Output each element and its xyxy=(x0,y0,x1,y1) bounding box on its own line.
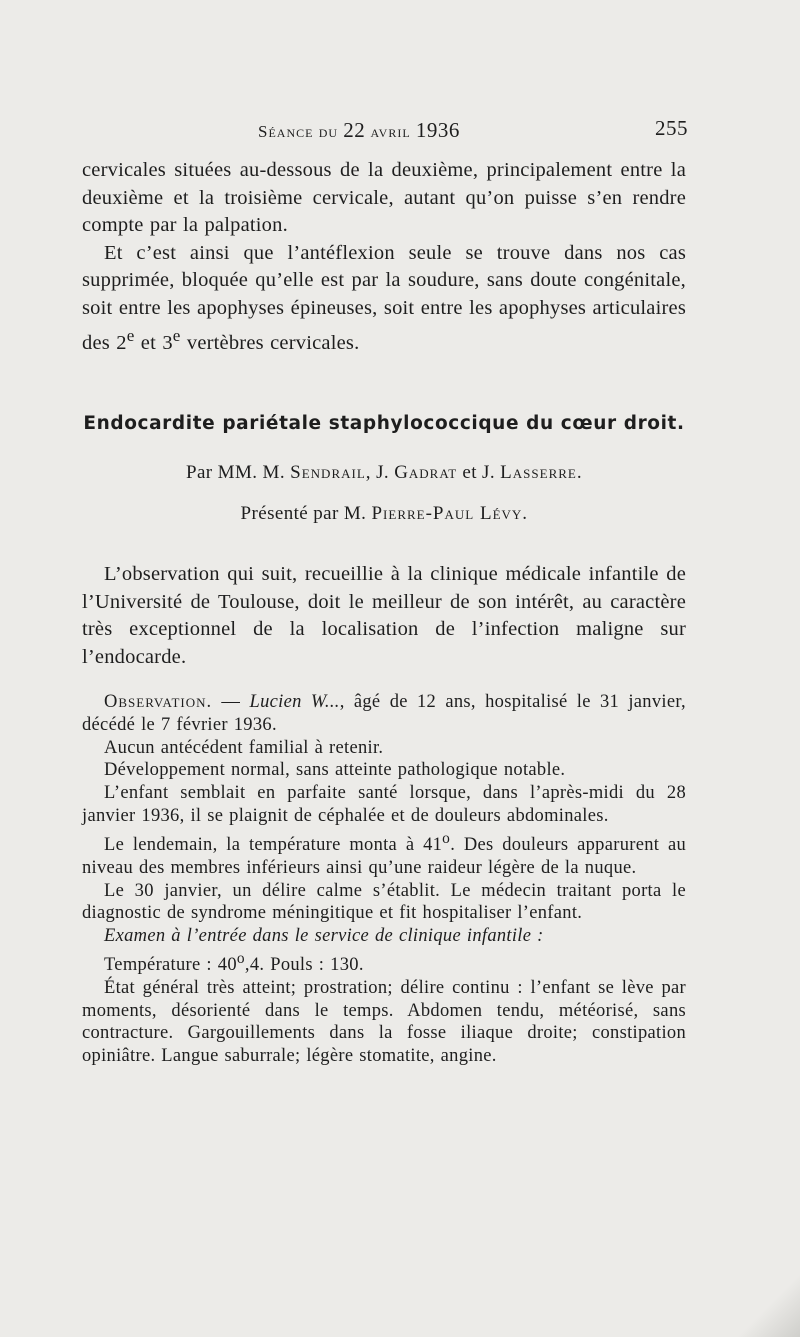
degree-mark: o xyxy=(236,949,245,967)
observation-label: Observation. xyxy=(104,692,213,712)
lead-paragraph: L’observation qui suit, recueillie à la clinique médicale infantile de l’Université de Toulouse, doit le meilleur de son intérêt, au caractère très exceptionnel de la localisation de l’infection maligne sur l’endocarde. xyxy=(82,563,686,668)
observation-paragraph: L’enfant semblait en parfaite santé lorsque, dans l’après-midi du 28 janvier 1936, il se plaignit de céphalée et de douleurs abdominales. xyxy=(82,783,686,826)
p8-text: Température : 40 xyxy=(104,955,237,976)
intro-text xyxy=(82,157,686,357)
presenter-name: Pierre-Paul Lévy xyxy=(371,503,523,524)
article-title: Endocardite pariétale staphylococcique du cœur droit. xyxy=(83,413,685,434)
observation-dash: — xyxy=(212,692,250,712)
observation-intro-rest: , âgé de 12 ans, hospitalisé le 31 janvier, décédé le 7 février 1936. xyxy=(82,692,686,735)
article-presenter xyxy=(82,503,686,525)
page-number: 255 xyxy=(655,116,688,140)
p8-text-end: ,4. Pouls : 130. xyxy=(244,955,364,976)
running-title-month: avril xyxy=(370,122,411,141)
p5-text: Le lendemain, la température monta à 41 xyxy=(104,834,443,855)
intro-p2-mid: et 3 xyxy=(134,331,173,354)
running-title xyxy=(258,118,460,143)
intro-paragraph-1: cervicales situées au-dessous de la deuxième, principalement entre la deuxième et la troisième cervicale, autant qu’on puisse s’en rendre compte par la palpation. xyxy=(82,159,686,236)
intro-p2-text: Et c’est ainsi que l’antéflexion seule se trouve dans nos cas supprimée, bloquée qu’elle est par la soudure, sans doute congénitale, soit entre les apophyses épineuses, soit entre les apophyses articulaires des 2 xyxy=(82,241,686,354)
observation-paragraph: État général très atteint; prostration; délire continu : l’enfant se lève par moments, désorienté dans le temps. Abdomen tendu, météorisé, sans contracture. Gargouillements dans la fosse iliaque droite; constipation opiniâtre. Langue saburrale; légère stomatite, angine. xyxy=(82,977,686,1067)
intro-paragraph-2 xyxy=(82,240,686,358)
intro-p2-end: vertèbres cervicales. xyxy=(180,331,360,354)
author-name: Gadrat xyxy=(394,462,458,483)
authors-sep: et J. xyxy=(457,462,496,483)
presenter-prefix: Présenté par M. xyxy=(240,503,367,524)
article-lead xyxy=(82,561,686,671)
author-name: Sendrail xyxy=(290,462,366,483)
running-title-year: 1936 xyxy=(415,118,460,142)
observation-intro xyxy=(82,691,686,737)
degree-mark: o xyxy=(442,829,451,847)
authors-sep: , J. xyxy=(365,462,390,483)
running-head xyxy=(258,118,688,142)
superscript-e: e xyxy=(172,326,181,345)
page-corner-shadow xyxy=(730,1267,800,1337)
observation-paragraph xyxy=(82,828,686,880)
running-title-prefix: Séance du xyxy=(258,122,339,141)
observation-paragraph: Aucun antécédent familial à retenir. xyxy=(104,737,384,758)
patient-name: Lucien W... xyxy=(249,692,340,712)
presenter-suffix: . xyxy=(522,503,528,524)
article-authors xyxy=(82,462,686,484)
author-name: Lasserre xyxy=(500,462,577,483)
running-title-day: 22 xyxy=(343,118,366,142)
observation-paragraph xyxy=(82,948,686,977)
authors-prefix: Par MM. M. xyxy=(185,462,285,483)
observation-paragraph: Développement normal, sans atteinte pathologique notable. xyxy=(104,760,566,781)
observation-paragraph: Le 30 janvier, un délire calme s’établit. Le médecin traitant porta le diagnostic de syndrome méningitique et fit hospitaliser l’enfant. xyxy=(82,880,686,924)
p5-text-end: . Des douleurs apparurent au niveau des membres inférieurs ainsi qu’une raideur légère de la nuque. xyxy=(82,834,687,878)
observation-section xyxy=(82,691,686,1068)
exam-heading: Examen à l’entrée dans le service de clinique infantile : xyxy=(104,926,544,947)
superscript-e: e xyxy=(126,326,135,345)
authors-suffix: . xyxy=(576,462,583,483)
